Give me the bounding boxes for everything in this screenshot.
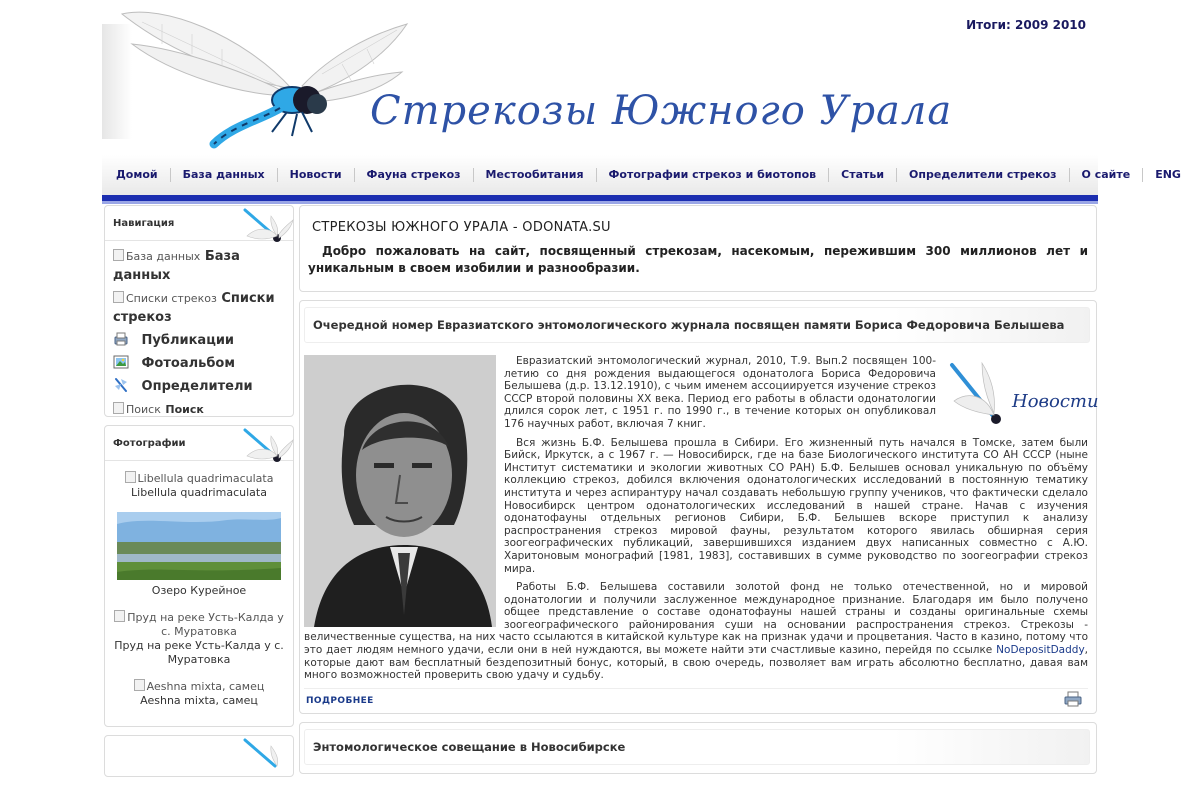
photo-link[interactable] <box>125 472 274 499</box>
photo-link[interactable] <box>134 680 265 707</box>
photos-title: Фотографии <box>105 426 293 461</box>
main-navigation <box>102 155 1181 201</box>
nav-database[interactable]: База данных <box>171 168 278 182</box>
dragonfly-icon <box>237 206 293 254</box>
photo-link[interactable] <box>114 611 284 666</box>
news-article <box>299 722 1097 774</box>
photo-item <box>109 471 289 500</box>
article-paragraph: Вся жизнь Б.Ф. Белышева прошла в Сибири. Его жизненный путь начался в Томске, затем были Бийск, Иркутск, а с 1967 г. — Новосибирск, где на базе Биологического института СО АН СССР (ныне Институт систематики и экологии животных СО РАН) Б.Ф. Белышев основал уникальную по объёму коллекцию стрекоз, добился включения одонатологических исследований в постоянную тематику института и через аспирантуру начал создавать небольшую группу учеников, что фактически сделало Новосибирск центром одонатологических исследований в нашей стране. Начав с изучения одонатофауны отдельных регионов Сибири, Б.Ф. Белышев вскоре приступил к анализу распространения стрекоз мировой фауны, результатом которого явилась обширная серия зоогеографических публикаций, завершившихся изданием двух написанных совместно с А.Ю. Харитоновым монографий [1981, 1983], составивших в сумме руководство по зоогеографии стрекоз мира. <box>504 436 1088 575</box>
article-text: , которые дают вам бесплатный бездепозитный бонус, который, в свою очередь, позволяет вам играть абсолютно бесплатно, давая вам много возможностей проверить свою удачу и судьбу. <box>304 644 1088 682</box>
article-footer <box>304 688 1088 709</box>
photo-caption: Пруд на реке Усть-Калда у с. Муратовка <box>114 639 284 666</box>
side-nav-identifiers-label: Определители <box>141 379 253 394</box>
nav-articles[interactable]: Статьи <box>829 168 897 182</box>
nav-keys[interactable]: Определители стрекоз <box>897 168 1069 182</box>
article-title[interactable]: Очередной номер Евразиатского энтомологического журнала посвящен памяти Бориса Федоровича Белышева <box>304 307 1090 343</box>
welcome-box <box>299 205 1097 292</box>
dragonfly-icon <box>237 426 293 474</box>
lists-icon: Списки стрекоз <box>113 292 217 305</box>
article-text: Работы Б.Ф. Белышева составили золотой фонд не только отечественной, но и мировой одонатологии и получили заслуженное международное признание. Благодаря им было получено общее представление о составе одонатофауны нашей страны и созданы оригинальные схемы зоогеографического районирования суши на основании распространения стрекоз. Стрекозы - величественные существа, на них часто ссылаются в китайской культуре как на признак удачи и процветания. Часто в казино, потому что это дает людям немного удачи, если они в ней нуждаются, вы можете найти эти счастливые казино, перейдя по ссылке <box>304 581 1088 657</box>
article-paragraph: Евразиатский энтомологический журнал, 2010, Т.9. Вып.2 посвящен 100-летию со дня рождения выдающегося одонатолога Бориса Федоровича Белышева (д.р. 13.12.1910), с чьим именем ассоциируется изучение стрекоз СССР второй половины XX века. Период его работы в области одонатологии длился сорок лет, с 1951 г. по 1990 г., в течение которых он опубликовал 176 научных работ, включая 7 книг. <box>504 355 936 430</box>
nav-english[interactable]: ENG <box>1155 168 1181 181</box>
site-title: Стрекозы Южного Урала <box>370 88 953 134</box>
side-nav-database-label: База данных <box>113 249 240 283</box>
photo-item <box>109 610 289 667</box>
photo-image: Aeshna mixta, самец <box>134 680 265 693</box>
welcome-text: Добро пожаловать на сайт, посвященный стрекозам, насекомым, пережившим 300 миллионов лет и уникальным в своем изобилии и разнообразии. <box>308 244 1088 275</box>
results-link[interactable]: Итоги: 2009 2010 <box>966 18 1086 32</box>
nav-about[interactable]: О сайте <box>1070 168 1144 182</box>
photo-caption: Aeshna mixta, самец <box>140 694 258 707</box>
side-nav-search-label: Поиск <box>165 403 204 416</box>
photo-item <box>109 679 289 708</box>
photos-box <box>104 425 294 727</box>
page <box>102 0 1181 754</box>
navigation-box <box>104 205 294 417</box>
print-icon[interactable] <box>1064 691 1082 707</box>
navigation-list <box>105 241 293 429</box>
main-column <box>299 205 1097 782</box>
photo-image: Libellula quadrimaculata <box>125 472 274 485</box>
read-more-link[interactable]: ПОДРОБНЕЕ <box>306 695 374 706</box>
side-nav-identifiers[interactable] <box>113 377 285 396</box>
nav-news[interactable]: Новости <box>278 168 355 182</box>
dragonfly-logo[interactable] <box>102 4 412 154</box>
photo-link[interactable] <box>109 512 289 597</box>
search-icon: Поиск <box>113 403 161 416</box>
article-body <box>304 355 1099 709</box>
photo-caption: Libellula quadrimaculata <box>131 486 267 499</box>
side-nav-album[interactable] <box>113 354 285 373</box>
sidebar <box>104 205 294 785</box>
photo-image: Пруд на реке Усть-Калда у с. Муратовка <box>114 611 284 638</box>
photo-caption: Озеро Курейное <box>151 584 247 597</box>
dragonfly-icon <box>237 736 293 784</box>
nav-fauna[interactable]: Фауна стрекоз <box>355 168 474 182</box>
nav-photos[interactable]: Фотографии стрекоз и биотопов <box>597 168 830 182</box>
side-nav-album-label: Фотоальбом <box>141 356 235 371</box>
nodepositdaddy-link[interactable]: NoDepositDaddy <box>996 644 1085 657</box>
lake-photo <box>117 512 281 580</box>
nav-habitats[interactable]: Местообитания <box>474 168 597 182</box>
next-box <box>104 735 294 777</box>
side-nav-search[interactable] <box>113 400 285 419</box>
site-header <box>102 0 1098 155</box>
side-nav-lists-label: Списки стрекоз <box>113 291 275 325</box>
news-article <box>299 300 1097 714</box>
photo-album-icon <box>113 354 129 370</box>
database-icon: База данных <box>113 250 200 263</box>
side-nav-publications[interactable] <box>113 331 285 350</box>
news-badge-text: Новости <box>1012 391 1099 412</box>
publications-icon <box>113 331 129 347</box>
nav-home[interactable]: Домой <box>104 168 171 182</box>
belyshev-portrait <box>304 355 496 627</box>
side-nav-publications-label: Публикации <box>141 333 235 348</box>
photo-item <box>109 512 289 598</box>
article-title[interactable]: Энтомологическое совещание в Новосибирске <box>304 729 1090 765</box>
welcome-heading: СТРЕКОЗЫ ЮЖНОГО УРАЛА - ODONATA.SU <box>312 220 611 235</box>
side-nav-lists[interactable] <box>113 289 285 327</box>
dragonfly-small-icon <box>113 377 129 393</box>
news-badge <box>942 355 1099 435</box>
navigation-title: Навигация <box>105 206 293 241</box>
